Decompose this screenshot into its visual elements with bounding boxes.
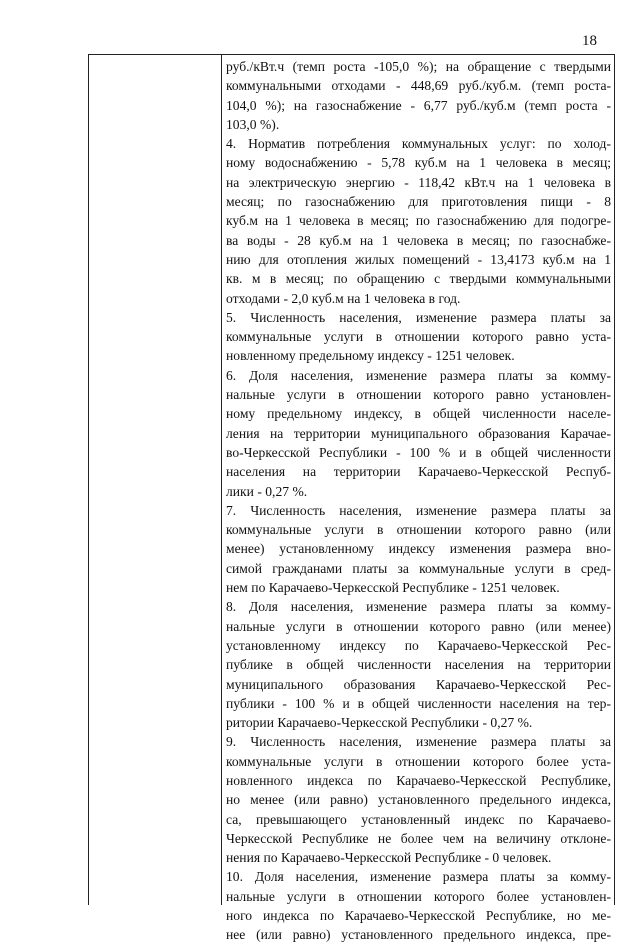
text-line: коммунальными отходами - 448,69 руб./куб.м. (темп роста- — [226, 78, 611, 94]
text-line: ного индекса по Карачаево-Черкесской Республике, но ме- — [226, 908, 611, 924]
text-line: нее (или равно) установленного предельного индекса, пре- — [226, 927, 611, 943]
text-line: 9. Численность населения, изменение размера платы за — [226, 734, 611, 750]
text-line: нения по Карачаево-Черкесской Республике - 0 человек. — [226, 850, 552, 866]
text-line: населения на территории Карачаево-Черкесской Респуб- — [226, 464, 611, 480]
text-line: нальные услуги в отношении которого более установлен- — [226, 888, 611, 904]
text-line: коммунальные услуги в отношении которого более уста- — [226, 753, 611, 769]
text-line: муниципального образования Карачаево-Черкесской Рес- — [226, 676, 611, 692]
text-column — [226, 57, 611, 945]
text-line: ному предельному индексу, в общей численности населе- — [226, 406, 611, 422]
text-line: новленному предельному индексу - 1251 человек. — [226, 348, 515, 364]
text-line: кв. м в месяц; по обращению с твердыми коммунальными — [226, 271, 611, 287]
text-line: коммунальные услуги в отношении которого равно (или — [226, 522, 611, 538]
text-line: установленному индексу по Карачаево-Черкесской Рес- — [226, 637, 611, 653]
text-line: симой гражданами платы за коммунальные услуги в сред- — [226, 560, 611, 576]
text-line: публике в общей численности населения на территории — [226, 657, 611, 673]
text-line: нию для отопления жилых помещений - 13,4173 куб.м на 1 — [226, 251, 611, 267]
text-line: месяц; по газоснабжению для приготовления пищи - 8 — [226, 194, 611, 210]
text-line: ления на территории муниципального образования Карачае- — [226, 425, 611, 441]
text-line: во-Черкесской Республики - 100 % и в общей численности — [226, 444, 611, 460]
text-line: ному водоснабжению - 5,78 куб.м на 1 человека в месяц; — [226, 155, 611, 171]
column-divider — [221, 55, 222, 905]
text-line: са, превышающего установленный индекс по Карачаево- — [226, 811, 611, 827]
text-line: новленного индекса по Карачаево-Черкесской Республике, — [226, 772, 611, 788]
text-line: Черкесской Республике не более чем на величину отклоне- — [226, 830, 611, 846]
text-line: 7. Численность населения, изменение размера платы за — [226, 502, 611, 518]
page-number: 18 — [582, 33, 597, 49]
text-line: 6. Доля населения, изменение размера платы за комму- — [226, 367, 611, 383]
text-line: нальные услуги в отношении которого равно (или менее) — [226, 618, 611, 634]
text-line: руб./кВт.ч (темп роста -105,0 %); на обращение с твердыми — [226, 59, 611, 74]
text-line: ритории Карачаево-Черкесской Республики - 0,27 %. — [226, 715, 533, 731]
text-line: но менее (или равно) установленного предельного индекса, — [226, 792, 611, 808]
text-line: менее) установленному индексу изменения размера вно- — [226, 541, 611, 557]
text-line: куб.м на 1 человека в месяц; по газоснабжению для подогре- — [226, 213, 611, 229]
text-line: на электрическую энергию - 118,42 кВт.ч на 1 человека в — [226, 174, 611, 190]
text-line: нем по Карачаево-Черкесской Республике - 1251 человек. — [226, 580, 560, 596]
text-line: 5. Численность населения, изменение размера платы за — [226, 309, 611, 325]
text-line: 8. Доля населения, изменение размера платы за комму- — [226, 599, 611, 615]
text-line: ва воды - 28 куб.м на 1 человека в месяц; по газоснабже- — [226, 232, 611, 248]
text-line: публики - 100 % и в общей численности населения на тер- — [226, 695, 611, 711]
text-line: отходами - 2,0 куб.м на 1 человека в год. — [226, 290, 461, 306]
text-line: 104,0 %); на газоснабжение - 6,77 руб./куб.м (темп роста - — [226, 97, 611, 113]
text-line: 103,0 %). — [226, 116, 280, 132]
text-line: коммунальные услуги в отношении которого равно уста- — [226, 329, 611, 345]
text-line: нальные услуги в отношении которого равно установлен- — [226, 387, 611, 403]
text-line: 4. Норматив потребления коммунальных услуг: по холод- — [226, 136, 611, 152]
text-line: 10. Доля населения, изменение размера платы за комму- — [226, 869, 611, 885]
document-table — [88, 54, 615, 943]
text-line: лики - 0,27 %. — [226, 483, 308, 499]
